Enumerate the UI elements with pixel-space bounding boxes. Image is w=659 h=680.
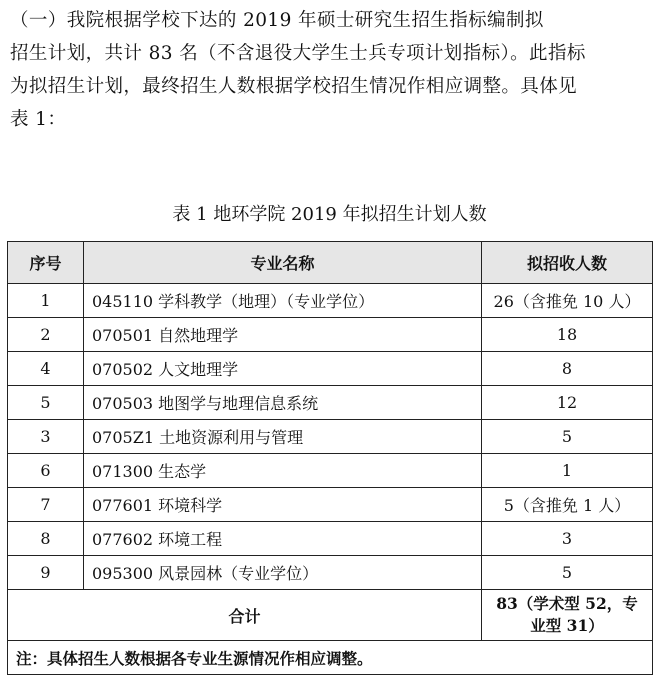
table-row	[8, 318, 653, 352]
paragraph-line-4: 表 1：	[10, 109, 67, 130]
row-count: 5	[482, 556, 653, 590]
row-serial: 4	[8, 352, 84, 386]
row-major: 095300 风景园林（专业学位）	[84, 556, 482, 590]
row-major: 045110 学科教学（地理）（专业学位）	[84, 284, 482, 318]
table-row	[8, 420, 653, 454]
row-serial: 7	[8, 488, 84, 522]
table-row	[8, 386, 653, 420]
row-count: 12	[482, 386, 653, 420]
row-serial: 2	[8, 318, 84, 352]
table-row	[8, 454, 653, 488]
header-serial: 序号	[8, 242, 84, 284]
row-major: 077601 环境科学	[84, 488, 482, 522]
paragraph-line-3: 为拟招生计划，最终招生人数根据学校招生情况作相应调整。具体见	[10, 76, 578, 97]
total-label: 合计	[8, 590, 482, 641]
intro-paragraph	[10, 4, 650, 136]
row-major: 077602 环境工程	[84, 522, 482, 556]
row-count: 18	[482, 318, 653, 352]
table-caption: 表 1 地环学院 2019 年拟招生计划人数	[172, 204, 487, 225]
paragraph-line-2: 招生计划，共计 83 名（不含退役大学生士兵专项计划指标）。此指标	[10, 43, 586, 64]
row-major: 070501 自然地理学	[84, 318, 482, 352]
row-serial: 8	[8, 522, 84, 556]
table-row	[8, 556, 653, 590]
enrollment-table	[7, 241, 653, 675]
row-major: 070502 人文地理学	[84, 352, 482, 386]
table-row	[8, 352, 653, 386]
row-serial: 1	[8, 284, 84, 318]
row-serial: 5	[8, 386, 84, 420]
row-count: 3	[482, 522, 653, 556]
row-count: 1	[482, 454, 653, 488]
total-value-line-2: 业型 31）	[530, 616, 604, 635]
table-header-row	[8, 242, 653, 284]
note-row	[8, 641, 653, 675]
row-count: 26（含推免 10 人）	[482, 284, 653, 318]
table-row	[8, 488, 653, 522]
total-value-line-1: 83（学术型 52，专	[496, 594, 638, 613]
row-major: 0705Z1 土地资源利用与管理	[84, 420, 482, 454]
row-count: 5（含推免 1 人）	[482, 488, 653, 522]
row-count: 8	[482, 352, 653, 386]
table-row	[8, 284, 653, 318]
header-count: 拟招收人数	[482, 242, 653, 284]
row-serial: 3	[8, 420, 84, 454]
row-major: 070503 地图学与地理信息系统	[84, 386, 482, 420]
table-note: 注：具体招生人数根据各专业生源情况作相应调整。	[8, 641, 653, 675]
row-count: 5	[482, 420, 653, 454]
table-row	[8, 522, 653, 556]
row-major: 071300 生态学	[84, 454, 482, 488]
row-serial: 6	[8, 454, 84, 488]
header-major: 专业名称	[84, 242, 482, 284]
total-value	[482, 590, 653, 641]
total-row	[8, 590, 653, 641]
paragraph-line-1: （一）我院根据学校下达的 2019 年硕士研究生招生指标编制拟	[10, 10, 544, 31]
row-serial: 9	[8, 556, 84, 590]
